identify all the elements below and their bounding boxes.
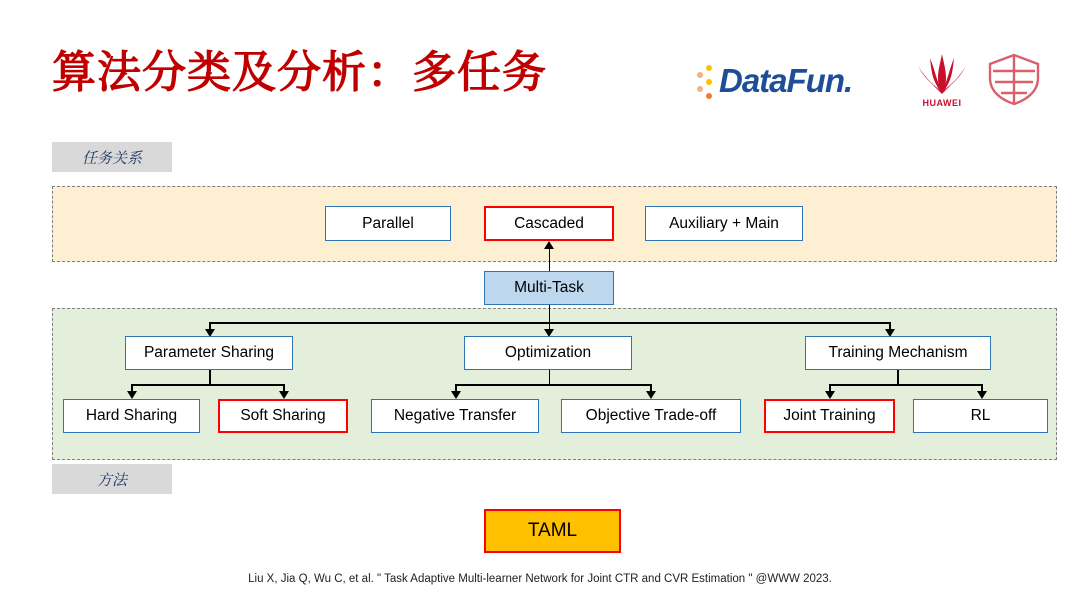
arrowhead-objective-tradeoff xyxy=(646,391,656,399)
page-title: 算法分类及分析：多任务 xyxy=(52,48,547,97)
node-multi-task[interactable]: Multi-Task xyxy=(484,271,614,305)
datafun-dot xyxy=(706,93,712,99)
connector-ps-trunk xyxy=(209,370,211,384)
arrowhead-up-cascaded xyxy=(544,241,554,249)
huawei-flower-icon xyxy=(910,52,974,96)
connector-opt-bar xyxy=(455,384,651,386)
connector-opt-trunk xyxy=(549,370,551,384)
connector-multitask-trunk xyxy=(549,305,551,323)
shield-icon xyxy=(985,52,1043,106)
datafun-logo xyxy=(697,62,887,104)
arrowhead-hard-sharing xyxy=(127,391,137,399)
partner-shield-logo xyxy=(985,52,1043,106)
arrowhead-rl xyxy=(977,391,987,399)
node-hard-sharing[interactable]: Hard Sharing xyxy=(63,399,200,433)
node-joint-training[interactable]: Joint Training xyxy=(764,399,895,433)
node-soft-sharing[interactable]: Soft Sharing xyxy=(218,399,348,433)
node-optimization[interactable]: Optimization xyxy=(464,336,632,370)
node-rl[interactable]: RL xyxy=(913,399,1048,433)
section-label-method: 方法 xyxy=(52,464,172,494)
arrowhead-soft-sharing xyxy=(279,391,289,399)
huawei-wordmark: HUAWEI xyxy=(922,98,962,108)
arrowhead-joint-training xyxy=(825,391,835,399)
datafun-wordmark: DataFun. xyxy=(719,62,853,99)
node-parallel[interactable]: Parallel xyxy=(325,206,451,241)
datafun-dot xyxy=(697,72,703,78)
datafun-dot xyxy=(706,65,712,71)
node-auxiliary-main[interactable]: Auxiliary + Main xyxy=(645,206,803,241)
section-label-task-relation: 任务关系 xyxy=(52,142,172,172)
datafun-dot xyxy=(706,79,712,85)
connector-ps-bar xyxy=(131,384,283,386)
citation-text: Liu X, Jia Q, Wu C, et al. " Task Adaptive Multi-learner Network for Joint CTR and CVR Estimation " @WWW 2023. xyxy=(248,573,832,585)
arrowhead-negative-transfer xyxy=(451,391,461,399)
connector-tm-trunk xyxy=(897,370,899,384)
connector-multitask-to-cascaded xyxy=(549,249,551,271)
connector-tm-bar xyxy=(829,384,981,386)
node-negative-transfer[interactable]: Negative Transfer xyxy=(371,399,539,433)
node-cascaded[interactable]: Cascaded xyxy=(484,206,614,241)
node-parameter-sharing[interactable]: Parameter Sharing xyxy=(125,336,293,370)
huawei-logo xyxy=(910,52,974,108)
node-taml[interactable]: TAML xyxy=(484,509,621,553)
node-training-mechanism[interactable]: Training Mechanism xyxy=(805,336,991,370)
datafun-dot xyxy=(697,86,703,92)
node-objective-tradeoff[interactable]: Objective Trade-off xyxy=(561,399,741,433)
